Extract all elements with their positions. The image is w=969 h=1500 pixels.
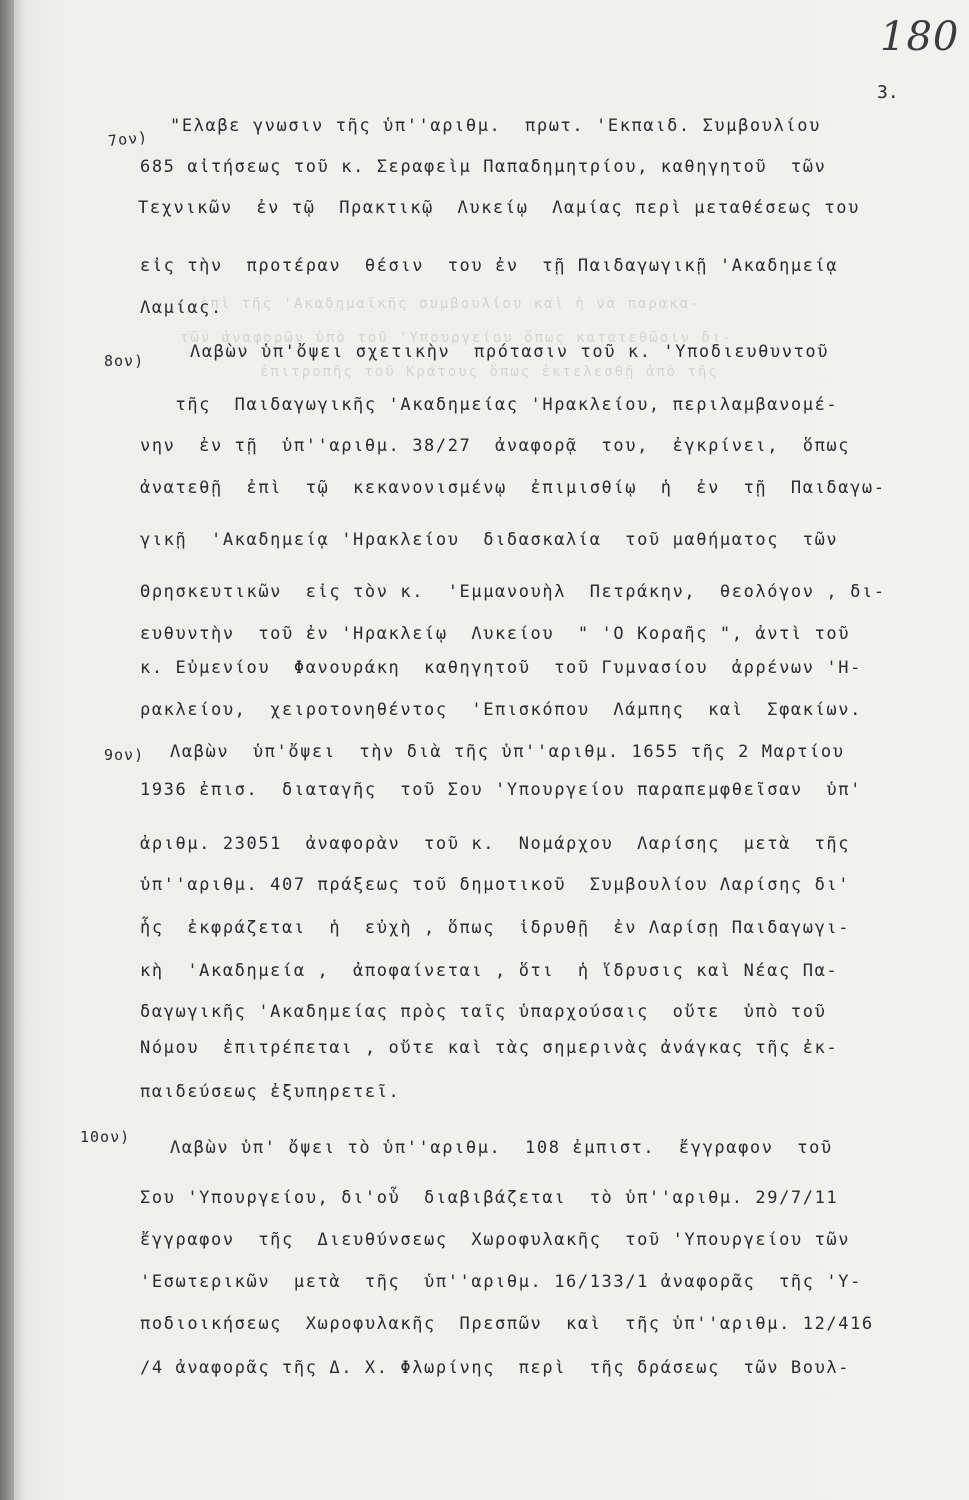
page-binding-shadow bbox=[0, 0, 14, 1500]
show-through-text: ἐπὶ τῆς 'Ακαδημαϊκῆς συμβουλίου καὶ ἡ νὰ παρακα- bbox=[200, 296, 701, 312]
paragraph-label: 8ον) bbox=[104, 352, 145, 370]
text-line: Θρησκευτικῶν εἰς τὸν κ. 'Εμμανουὴλ Πετράκην, θεολόγον , δι- bbox=[140, 582, 886, 602]
text-line: Λαβὼν ὑπ'ὄψει τὴν διὰ τῆς ὑπ''αριθμ. 1655 τῆς 2 Μαρτίου bbox=[170, 742, 845, 762]
text-line: 685 αἰτήσεως τοῦ κ. Σεραφεὶμ Παπαδημητρίου, καθηγητοῦ τῶν bbox=[140, 157, 827, 177]
text-line: ἔγγραφον τῆς Διευθύνσεως Χωροφυλακῆς τοῦ 'Υπουργείου τῶν bbox=[140, 1230, 851, 1250]
text-line: νην ἐν τῇ ὑπ''αριθμ. 38/27 ἀναφορᾷ του, ἐγκρίνει, ὅπως bbox=[140, 436, 851, 456]
text-line: Λαμίας. bbox=[140, 298, 223, 318]
text-line: ἀνατεθῇ ἐπὶ τῷ κεκανονισμένῳ ἐπιμισθίῳ ἡ ἐν τῇ Παιδαγω- bbox=[140, 478, 886, 498]
paragraph-label: 9ον) bbox=[104, 746, 145, 764]
text-line: γικῇ 'Ακαδημείᾳ 'Ηρακλείου διδασκαλία τοῦ μαθήματος τῶν bbox=[140, 530, 839, 550]
text-line: δαγωγικῆς 'Ακαδημείας πρὸς ταῖς ὑπαρχούσαις οὔτε ὑπὸ τοῦ bbox=[140, 1002, 827, 1022]
paragraph-label: 7ον) bbox=[107, 127, 149, 151]
show-through-text: ἐπιτροπῆς τοῦ Κράτους ὅπως ἐκτελεσθῇ ἀπὸ τῆς bbox=[260, 364, 719, 380]
text-line: /4 ἀναφορᾶς τῆς Δ. Χ. Φλωρίνης περὶ τῆς δράσεως τῶν Βουλ- bbox=[140, 1358, 851, 1378]
text-line: ἧς ἐκφράζεται ἡ εὐχὴ , ὅπως ἱδρυθῇ ἐν Λαρίσῃ Παιδαγωγι- bbox=[140, 918, 851, 938]
handwritten-page-number: 180 bbox=[880, 14, 960, 60]
show-through-text: τῶν ἀναφορῶν ὑπὸ τοῦ 'Υπουργείου ὅπως κατατεθῶσιν δι- bbox=[180, 330, 733, 346]
text-line: Νόμου ἐπιτρέπεται , οὔτε καὶ τὰς σημερινὰς ἀνάγκας τῆς ἐκ- bbox=[140, 1038, 839, 1058]
text-line: Λαβὼν ὑπ' ὄψει τὸ ὑπ''αριθμ. 108 ἐμπιστ. ἔγγραφον τοῦ bbox=[170, 1138, 833, 1158]
text-line: τῆς Παιδαγωγικῆς 'Ακαδημείας 'Ηρακλείου, περιλαμβανομέ- bbox=[140, 395, 839, 415]
text-line: παιδεύσεως ἐξυπηρετεῖ. bbox=[140, 1082, 401, 1102]
page-number: 3. bbox=[877, 82, 899, 103]
text-line: 1936 ἐπισ. διαταγῆς τοῦ Σου 'Υπουργείου παραπεμφθεῖσαν ὑπ' bbox=[140, 780, 862, 800]
paragraph-label: 10ον) bbox=[80, 1128, 131, 1146]
text-line: ρακλείου, χειροτονηθέντος 'Επισκόπου Λάμπης καὶ Σφακίων. bbox=[140, 700, 862, 720]
text-line: Τεχνικῶν ἐν τῷ Πρακτικῷ Λυκείῳ Λαμίας περὶ μεταθέσεως του bbox=[138, 198, 860, 218]
text-line: ἀριθμ. 23051 ἀναφορὰν τοῦ κ. Νομάρχου Λαρίσης μετὰ τῆς bbox=[140, 834, 851, 854]
text-line: κ. Εὐμενίου Φανουράκη καθηγητοῦ τοῦ Γυμνασίου ἀρρένων 'Η- bbox=[140, 658, 862, 678]
text-line: Λαβὼν ὑπ'ὄψει σχετικὴν πρότασιν τοῦ κ. 'Υποδιευθυντοῦ bbox=[190, 342, 830, 362]
text-line: ευθυντὴν τοῦ ἐν 'Ηρακλείῳ Λυκείου " 'Ο Κοραῆς ", ἀντὶ τοῦ bbox=[140, 624, 851, 644]
text-line: κὴ 'Ακαδημεία , ἀποφαίνεται , ὅτι ἡ ἵδρυσις καὶ Νέας Πα- bbox=[140, 961, 839, 981]
text-line: εἰς τὴν προτέραν θέσιν του ἐν τῇ Παιδαγωγικῇ 'Ακαδημείᾳ bbox=[140, 256, 839, 276]
text-line: Σου 'Υπουργείου, δι'οὗ διαβιβάζεται τὸ ὑπ''αριθμ. 29/7/11 bbox=[140, 1188, 839, 1208]
text-line: "Ελαβε γνωσιν τῆς ὑπ''αριθμ. πρωτ. 'Εκπαιδ. Συμβουλίου bbox=[170, 116, 821, 136]
text-line: ὑπ''αριθμ. 407 πράξεως τοῦ δημοτικοῦ Συμβουλίου Λαρίσης δι' bbox=[140, 875, 851, 895]
text-line: ποδιοικήσεως Χωροφυλακῆς Πρεσπῶν καὶ τῆς ὑπ''αριθμ. 12/416 bbox=[140, 1314, 874, 1334]
text-line: 'Εσωτερικῶν μετὰ τῆς ὑπ''αριθμ. 16/133/1 ἀναφορᾶς τῆς 'Υ- bbox=[140, 1272, 862, 1292]
